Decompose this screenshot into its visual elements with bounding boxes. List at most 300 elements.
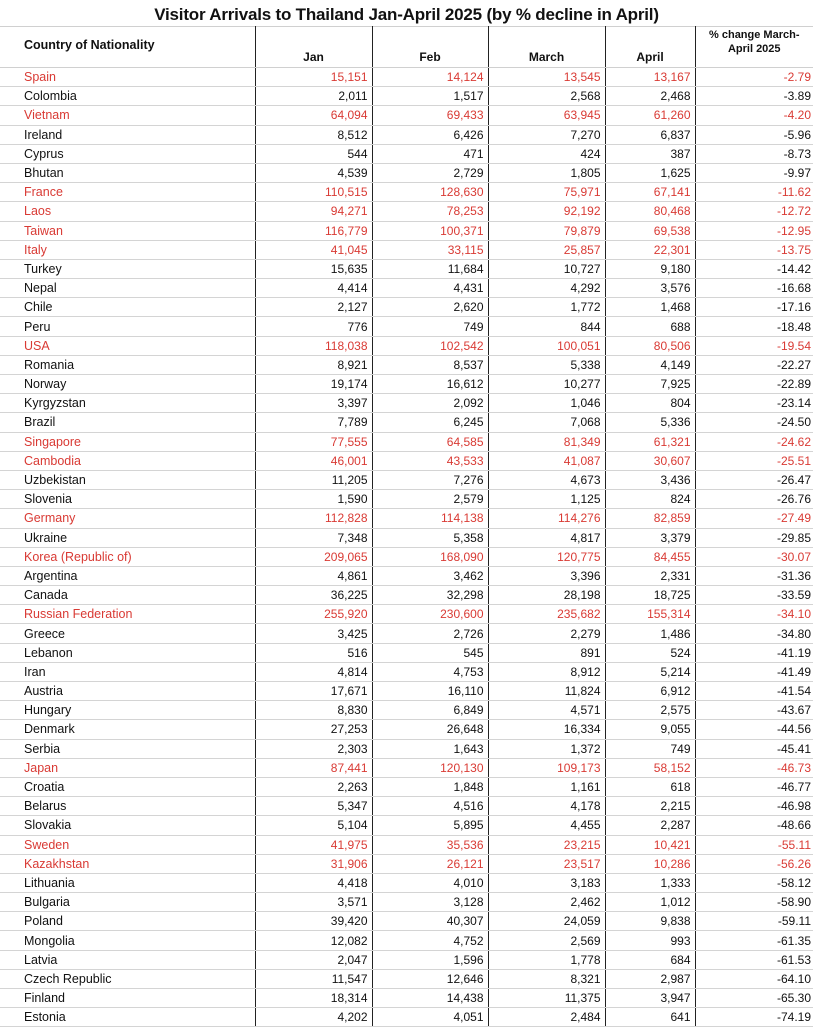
table-row	[0, 355, 813, 374]
cell-jan: 46,001	[255, 451, 372, 470]
cell-country: Serbia	[0, 739, 255, 758]
cell-april: 1,012	[605, 893, 695, 912]
cell-april: 5,214	[605, 662, 695, 681]
table-row	[0, 586, 813, 605]
cell-march: 120,775	[488, 547, 605, 566]
cell-feb: 5,895	[372, 816, 488, 835]
cell-country: Kazakhstan	[0, 854, 255, 873]
cell-april: 155,314	[605, 605, 695, 624]
cell-jan: 19,174	[255, 375, 372, 394]
cell-jan: 112,828	[255, 509, 372, 528]
cell-country: France	[0, 183, 255, 202]
cell-jan: 3,571	[255, 893, 372, 912]
header-march: March	[488, 26, 605, 68]
table-row	[0, 490, 813, 509]
cell-feb: 3,128	[372, 893, 488, 912]
cell-country: Lebanon	[0, 643, 255, 662]
cell-jan: 110,515	[255, 183, 372, 202]
cell-country: Vietnam	[0, 106, 255, 125]
cell-country: Norway	[0, 375, 255, 394]
cell-pct-change: -43.67	[695, 701, 813, 720]
table-row	[0, 701, 813, 720]
cell-april: 3,379	[605, 528, 695, 547]
cell-country: Peru	[0, 317, 255, 336]
cell-jan: 17,671	[255, 682, 372, 701]
cell-march: 11,824	[488, 682, 605, 701]
cell-jan: 36,225	[255, 586, 372, 605]
cell-country: Poland	[0, 912, 255, 931]
table-row	[0, 163, 813, 182]
cell-jan: 94,271	[255, 202, 372, 221]
cell-march: 114,276	[488, 509, 605, 528]
cell-feb: 1,517	[372, 87, 488, 106]
cell-country: Chile	[0, 298, 255, 317]
cell-march: 7,270	[488, 125, 605, 144]
cell-feb: 12,646	[372, 969, 488, 988]
cell-feb: 78,253	[372, 202, 488, 221]
cell-pct-change: -9.97	[695, 163, 813, 182]
cell-march: 75,971	[488, 183, 605, 202]
cell-april: 6,912	[605, 682, 695, 701]
cell-april: 6,837	[605, 125, 695, 144]
cell-jan: 209,065	[255, 547, 372, 566]
cell-march: 5,338	[488, 355, 605, 374]
cell-country: Cambodia	[0, 451, 255, 470]
table-row	[0, 221, 813, 240]
cell-march: 844	[488, 317, 605, 336]
table-row	[0, 739, 813, 758]
cell-feb: 6,426	[372, 125, 488, 144]
cell-pct-change: -3.89	[695, 87, 813, 106]
table-row	[0, 470, 813, 489]
cell-country: Uzbekistan	[0, 470, 255, 489]
cell-jan: 41,975	[255, 835, 372, 854]
cell-feb: 102,542	[372, 336, 488, 355]
cell-jan: 516	[255, 643, 372, 662]
cell-jan: 4,418	[255, 873, 372, 892]
cell-april: 80,506	[605, 336, 695, 355]
cell-jan: 31,906	[255, 854, 372, 873]
cell-jan: 2,263	[255, 777, 372, 796]
cell-pct-change: -5.96	[695, 125, 813, 144]
cell-april: 684	[605, 950, 695, 969]
cell-march: 4,817	[488, 528, 605, 547]
table-row	[0, 106, 813, 125]
cell-pct-change: -2.79	[695, 68, 813, 87]
cell-feb: 2,726	[372, 624, 488, 643]
cell-pct-change: -45.41	[695, 739, 813, 758]
cell-jan: 77,555	[255, 432, 372, 451]
table-row	[0, 605, 813, 624]
cell-country: Japan	[0, 758, 255, 777]
table-row	[0, 202, 813, 221]
cell-country: Singapore	[0, 432, 255, 451]
cell-feb: 4,431	[372, 279, 488, 298]
cell-april: 2,987	[605, 969, 695, 988]
cell-april: 9,055	[605, 720, 695, 739]
cell-pct-change: -61.35	[695, 931, 813, 950]
cell-feb: 230,600	[372, 605, 488, 624]
cell-jan: 7,789	[255, 413, 372, 432]
cell-march: 8,321	[488, 969, 605, 988]
table-row	[0, 950, 813, 969]
cell-march: 3,396	[488, 566, 605, 585]
cell-april: 2,468	[605, 87, 695, 106]
cell-march: 23,215	[488, 835, 605, 854]
cell-pct-change: -12.95	[695, 221, 813, 240]
cell-feb: 2,729	[372, 163, 488, 182]
cell-pct-change: -29.85	[695, 528, 813, 547]
cell-march: 1,778	[488, 950, 605, 969]
table-row	[0, 509, 813, 528]
table-row	[0, 931, 813, 950]
cell-jan: 8,512	[255, 125, 372, 144]
cell-country: Brazil	[0, 413, 255, 432]
cell-pct-change: -31.36	[695, 566, 813, 585]
table-row	[0, 259, 813, 278]
cell-pct-change: -64.10	[695, 969, 813, 988]
table-row	[0, 375, 813, 394]
cell-feb: 749	[372, 317, 488, 336]
cell-country: Canada	[0, 586, 255, 605]
cell-pct-change: -17.16	[695, 298, 813, 317]
cell-jan: 41,045	[255, 240, 372, 259]
cell-feb: 11,684	[372, 259, 488, 278]
cell-jan: 4,539	[255, 163, 372, 182]
table-row	[0, 87, 813, 106]
cell-country: Bhutan	[0, 163, 255, 182]
cell-april: 749	[605, 739, 695, 758]
table-title: Visitor Arrivals to Thailand Jan-April 2025 (by % decline in April)	[0, 0, 813, 27]
cell-jan: 118,038	[255, 336, 372, 355]
cell-jan: 2,303	[255, 739, 372, 758]
cell-april: 84,455	[605, 547, 695, 566]
table-row	[0, 816, 813, 835]
cell-march: 891	[488, 643, 605, 662]
cell-country: Argentina	[0, 566, 255, 585]
cell-country: Lithuania	[0, 873, 255, 892]
cell-march: 28,198	[488, 586, 605, 605]
cell-march: 2,484	[488, 1008, 605, 1027]
cell-country: Finland	[0, 989, 255, 1008]
cell-march: 2,569	[488, 931, 605, 950]
cell-country: Russian Federation	[0, 605, 255, 624]
cell-pct-change: -14.42	[695, 259, 813, 278]
cell-april: 82,859	[605, 509, 695, 528]
cell-pct-change: -41.49	[695, 662, 813, 681]
cell-april: 3,576	[605, 279, 695, 298]
cell-jan: 3,397	[255, 394, 372, 413]
cell-pct-change: -56.26	[695, 854, 813, 873]
header-pct-change: % change March-April 2025	[695, 26, 813, 68]
cell-april: 10,421	[605, 835, 695, 854]
cell-feb: 6,245	[372, 413, 488, 432]
cell-pct-change: -46.73	[695, 758, 813, 777]
cell-april: 67,141	[605, 183, 695, 202]
cell-jan: 27,253	[255, 720, 372, 739]
cell-country: Germany	[0, 509, 255, 528]
cell-march: 4,292	[488, 279, 605, 298]
cell-pct-change: -61.53	[695, 950, 813, 969]
cell-country: Spain	[0, 68, 255, 87]
cell-country: Ukraine	[0, 528, 255, 547]
cell-jan: 2,011	[255, 87, 372, 106]
cell-jan: 12,082	[255, 931, 372, 950]
cell-country: Czech Republic	[0, 969, 255, 988]
cell-pct-change: -33.59	[695, 586, 813, 605]
cell-pct-change: -22.27	[695, 355, 813, 374]
cell-april: 688	[605, 317, 695, 336]
cell-march: 100,051	[488, 336, 605, 355]
cell-feb: 14,124	[372, 68, 488, 87]
cell-march: 11,375	[488, 989, 605, 1008]
cell-march: 13,545	[488, 68, 605, 87]
cell-april: 9,180	[605, 259, 695, 278]
cell-jan: 4,861	[255, 566, 372, 585]
cell-feb: 4,516	[372, 797, 488, 816]
cell-feb: 545	[372, 643, 488, 662]
cell-country: Turkey	[0, 259, 255, 278]
cell-march: 2,462	[488, 893, 605, 912]
cell-country: Italy	[0, 240, 255, 259]
cell-country: Ireland	[0, 125, 255, 144]
cell-feb: 114,138	[372, 509, 488, 528]
cell-country: USA	[0, 336, 255, 355]
cell-april: 1,468	[605, 298, 695, 317]
table-row	[0, 317, 813, 336]
cell-feb: 8,537	[372, 355, 488, 374]
cell-pct-change: -4.20	[695, 106, 813, 125]
cell-april: 824	[605, 490, 695, 509]
cell-pct-change: -34.10	[695, 605, 813, 624]
table-row	[0, 624, 813, 643]
cell-pct-change: -19.54	[695, 336, 813, 355]
cell-feb: 16,612	[372, 375, 488, 394]
cell-pct-change: -65.30	[695, 989, 813, 1008]
cell-pct-change: -25.51	[695, 451, 813, 470]
table-row	[0, 240, 813, 259]
table-row	[0, 873, 813, 892]
header-april: April	[605, 26, 695, 68]
cell-pct-change: -58.12	[695, 873, 813, 892]
cell-jan: 11,205	[255, 470, 372, 489]
cell-april: 9,838	[605, 912, 695, 931]
cell-pct-change: -23.14	[695, 394, 813, 413]
cell-pct-change: -34.80	[695, 624, 813, 643]
table-row	[0, 777, 813, 796]
header-feb: Feb	[372, 26, 488, 68]
table-row	[0, 68, 813, 87]
table-row	[0, 183, 813, 202]
cell-country: Korea (Republic of)	[0, 547, 255, 566]
cell-pct-change: -26.47	[695, 470, 813, 489]
table-body	[0, 68, 813, 1027]
table-row	[0, 854, 813, 873]
cell-country: Sweden	[0, 835, 255, 854]
cell-april: 1,625	[605, 163, 695, 182]
cell-country: Estonia	[0, 1008, 255, 1027]
cell-jan: 2,127	[255, 298, 372, 317]
table-row	[0, 662, 813, 681]
cell-april: 22,301	[605, 240, 695, 259]
cell-jan: 18,314	[255, 989, 372, 1008]
cell-march: 1,372	[488, 739, 605, 758]
cell-feb: 4,752	[372, 931, 488, 950]
cell-jan: 15,635	[255, 259, 372, 278]
cell-country: Austria	[0, 682, 255, 701]
cell-feb: 5,358	[372, 528, 488, 547]
cell-april: 2,331	[605, 566, 695, 585]
cell-jan: 544	[255, 144, 372, 163]
cell-pct-change: -13.75	[695, 240, 813, 259]
cell-jan: 2,047	[255, 950, 372, 969]
cell-pct-change: -16.68	[695, 279, 813, 298]
cell-jan: 4,814	[255, 662, 372, 681]
cell-country: Greece	[0, 624, 255, 643]
cell-april: 58,152	[605, 758, 695, 777]
cell-march: 10,277	[488, 375, 605, 394]
cell-feb: 4,010	[372, 873, 488, 892]
cell-april: 69,538	[605, 221, 695, 240]
cell-march: 7,068	[488, 413, 605, 432]
cell-march: 1,772	[488, 298, 605, 317]
cell-march: 2,568	[488, 87, 605, 106]
cell-jan: 8,921	[255, 355, 372, 374]
cell-april: 61,260	[605, 106, 695, 125]
table-row	[0, 125, 813, 144]
table-row	[0, 528, 813, 547]
table-row	[0, 566, 813, 585]
cell-pct-change: -44.56	[695, 720, 813, 739]
cell-april: 10,286	[605, 854, 695, 873]
cell-march: 79,879	[488, 221, 605, 240]
cell-april: 804	[605, 394, 695, 413]
table-row	[0, 758, 813, 777]
cell-pct-change: -18.48	[695, 317, 813, 336]
cell-feb: 26,648	[372, 720, 488, 739]
cell-april: 7,925	[605, 375, 695, 394]
cell-country: Belarus	[0, 797, 255, 816]
cell-country: Taiwan	[0, 221, 255, 240]
cell-pct-change: -59.11	[695, 912, 813, 931]
table-row	[0, 279, 813, 298]
cell-feb: 2,579	[372, 490, 488, 509]
cell-pct-change: -24.50	[695, 413, 813, 432]
cell-pct-change: -46.77	[695, 777, 813, 796]
cell-march: 41,087	[488, 451, 605, 470]
cell-march: 81,349	[488, 432, 605, 451]
cell-feb: 128,630	[372, 183, 488, 202]
cell-pct-change: -46.98	[695, 797, 813, 816]
cell-march: 4,455	[488, 816, 605, 835]
cell-april: 2,215	[605, 797, 695, 816]
cell-pct-change: -74.19	[695, 1008, 813, 1027]
cell-feb: 35,536	[372, 835, 488, 854]
cell-feb: 64,585	[372, 432, 488, 451]
cell-april: 30,607	[605, 451, 695, 470]
table-row	[0, 720, 813, 739]
cell-april: 2,575	[605, 701, 695, 720]
cell-march: 16,334	[488, 720, 605, 739]
cell-march: 92,192	[488, 202, 605, 221]
cell-march: 1,161	[488, 777, 605, 796]
cell-jan: 255,920	[255, 605, 372, 624]
cell-country: Mongolia	[0, 931, 255, 950]
cell-april: 387	[605, 144, 695, 163]
header-row	[0, 26, 813, 68]
cell-pct-change: -24.62	[695, 432, 813, 451]
cell-country: Iran	[0, 662, 255, 681]
cell-country: Croatia	[0, 777, 255, 796]
cell-april: 4,149	[605, 355, 695, 374]
cell-march: 4,673	[488, 470, 605, 489]
cell-april: 80,468	[605, 202, 695, 221]
cell-april: 524	[605, 643, 695, 662]
cell-jan: 8,830	[255, 701, 372, 720]
cell-pct-change: -26.76	[695, 490, 813, 509]
cell-feb: 40,307	[372, 912, 488, 931]
cell-country: Bulgaria	[0, 893, 255, 912]
cell-country: Nepal	[0, 279, 255, 298]
cell-jan: 87,441	[255, 758, 372, 777]
cell-feb: 2,620	[372, 298, 488, 317]
cell-jan: 776	[255, 317, 372, 336]
cell-march: 24,059	[488, 912, 605, 931]
table-row	[0, 682, 813, 701]
cell-feb: 32,298	[372, 586, 488, 605]
cell-feb: 3,462	[372, 566, 488, 585]
cell-feb: 4,753	[372, 662, 488, 681]
cell-march: 10,727	[488, 259, 605, 278]
cell-jan: 116,779	[255, 221, 372, 240]
cell-april: 1,333	[605, 873, 695, 892]
cell-march: 235,682	[488, 605, 605, 624]
header-jan: Jan	[255, 26, 372, 68]
cell-jan: 7,348	[255, 528, 372, 547]
cell-march: 23,517	[488, 854, 605, 873]
cell-country: Hungary	[0, 701, 255, 720]
cell-country: Denmark	[0, 720, 255, 739]
cell-april: 3,947	[605, 989, 695, 1008]
cell-march: 8,912	[488, 662, 605, 681]
cell-april: 5,336	[605, 413, 695, 432]
cell-country: Slovakia	[0, 816, 255, 835]
cell-march: 63,945	[488, 106, 605, 125]
cell-jan: 4,414	[255, 279, 372, 298]
cell-jan: 4,202	[255, 1008, 372, 1027]
cell-april: 2,287	[605, 816, 695, 835]
cell-pct-change: -27.49	[695, 509, 813, 528]
table-row	[0, 413, 813, 432]
cell-pct-change: -8.73	[695, 144, 813, 163]
cell-country: Colombia	[0, 87, 255, 106]
cell-jan: 5,347	[255, 797, 372, 816]
cell-april: 993	[605, 931, 695, 950]
cell-feb: 2,092	[372, 394, 488, 413]
cell-feb: 1,848	[372, 777, 488, 796]
cell-jan: 3,425	[255, 624, 372, 643]
table-row	[0, 432, 813, 451]
cell-country: Kyrgyzstan	[0, 394, 255, 413]
cell-march: 2,279	[488, 624, 605, 643]
cell-march: 424	[488, 144, 605, 163]
cell-jan: 39,420	[255, 912, 372, 931]
table-row	[0, 912, 813, 931]
cell-feb: 4,051	[372, 1008, 488, 1027]
cell-country: Slovenia	[0, 490, 255, 509]
cell-march: 109,173	[488, 758, 605, 777]
cell-march: 1,125	[488, 490, 605, 509]
